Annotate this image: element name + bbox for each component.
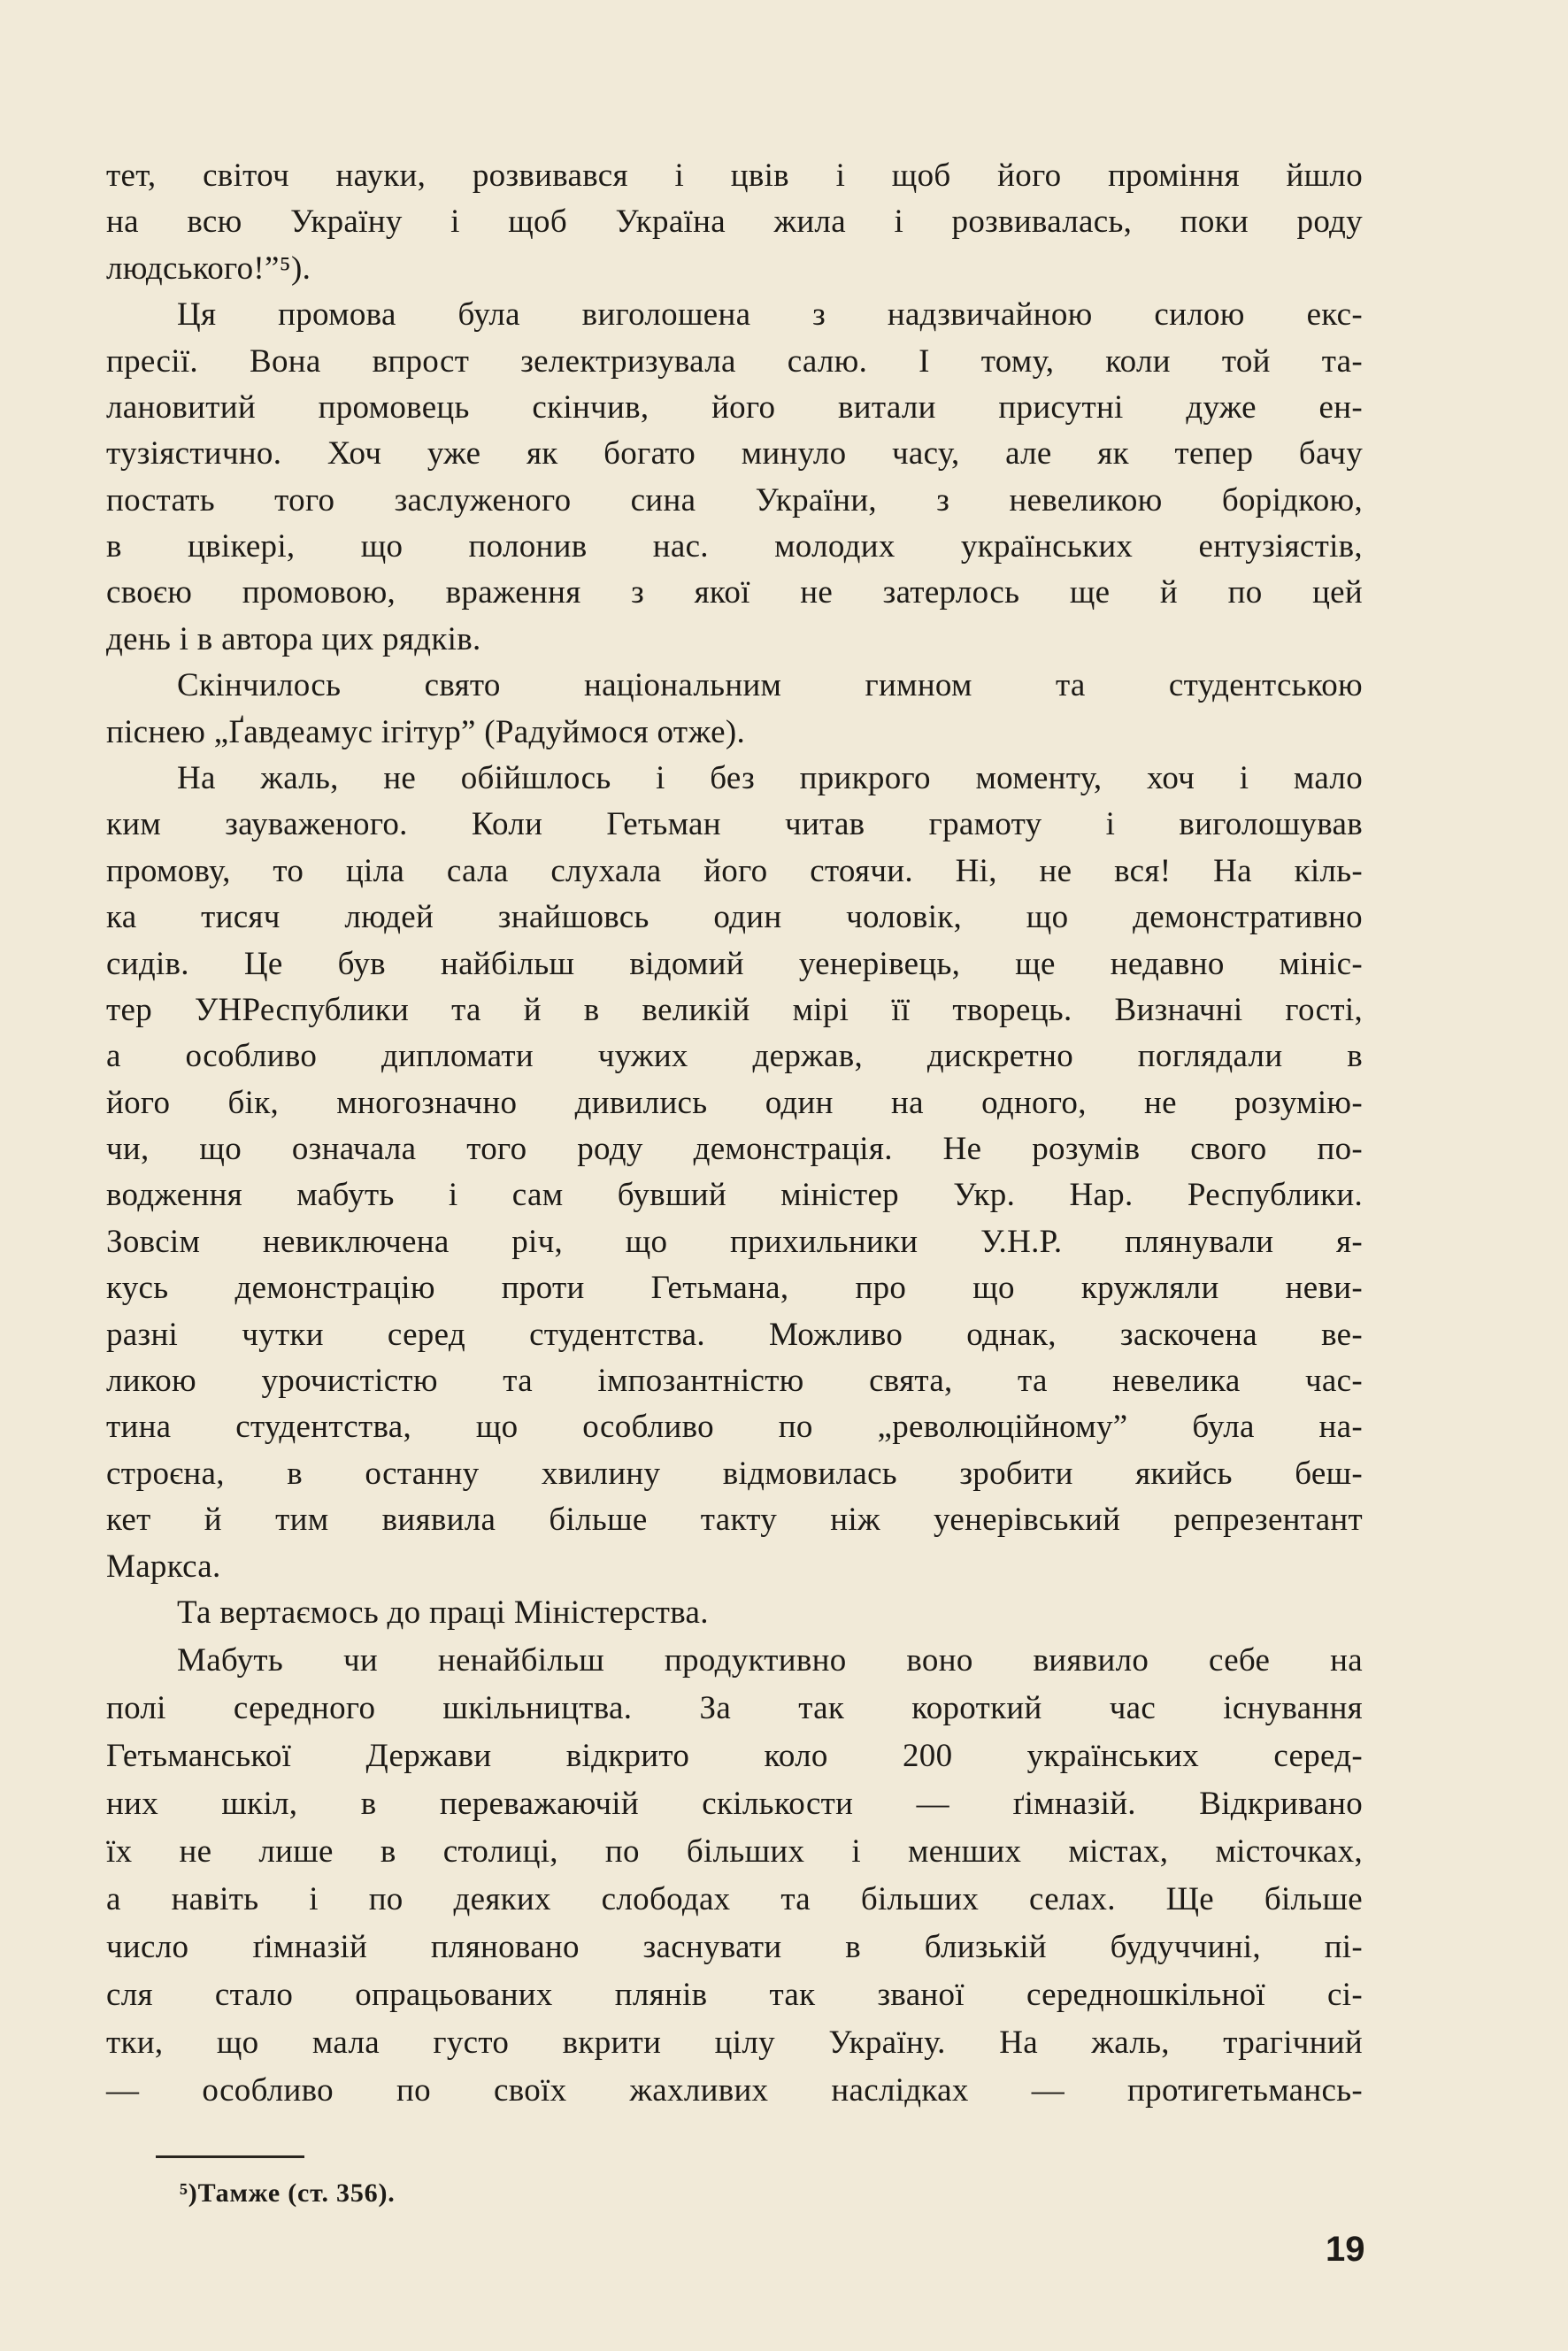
- text-line: в цвікері, що полонив нас. молодих українських ентузіястів,: [106, 528, 1363, 565]
- text-line: чи, що означала того роду демонстрація. Не розумів свого по-: [106, 1131, 1363, 1167]
- text-line: кусь демонстрацію проти Гетьмана, про що кружляли неви-: [106, 1270, 1363, 1306]
- text-line: пресії. Вона впрост зелектризувала салю. І тому, коли той та-: [106, 343, 1363, 380]
- text-line: число ґімназій пляновано заснувати в близькій будуччині, пі-: [106, 1929, 1363, 1965]
- text-line: ликою урочистістю та імпозантністю свята, та невелика час-: [106, 1363, 1363, 1399]
- text-line: них шкіл, в переважаючій скількости — ґімназій. Відкривано: [106, 1786, 1363, 1822]
- text-line: строєна, в останну хвилину відмовилась зробити якийсь беш-: [106, 1456, 1363, 1492]
- text-line: промову, то ціла сала слухала його стоячи. Ні, не вся! На кіль-: [106, 853, 1363, 889]
- text-line: Маркса.: [106, 1548, 221, 1585]
- text-line: На жаль, не обійшлось і без прикрого моменту, хоч і мало: [177, 760, 1363, 796]
- text-line: полі середного шкільництва. За так короткий час існування: [106, 1690, 1363, 1726]
- text-line: людського!”⁵).: [106, 250, 311, 287]
- text-line: разні чутки серед студентства. Можливо однак, заскочена ве-: [106, 1317, 1363, 1353]
- text-line: а навіть і по деяких слободах та більших селах. Ще більше: [106, 1881, 1363, 1917]
- text-line: тузіястично. Хоч уже як богато минуло часу, але як тепер бачу: [106, 435, 1363, 472]
- text-line: ка тисяч людей знайшовсь один чоловік, що демонстративно: [106, 899, 1363, 935]
- text-line: тина студентства, що особливо по „революційному” була на-: [106, 1409, 1363, 1445]
- text-line: лановитий промовець скінчив, його витали присутні дуже ен-: [106, 389, 1363, 426]
- text-line: його бік, многозначно дивились один на одного, не розумію-: [106, 1085, 1363, 1121]
- text-line: на всю Україну і щоб Україна жила і розвивалась, поки роду: [106, 204, 1363, 240]
- text-line: сля стало опрацьованих плянів так званої середношкільної сі-: [106, 1977, 1363, 2013]
- text-line: водження мабуть і сам бувший міністер Укр. Нар. Республики.: [106, 1177, 1363, 1213]
- text-line: Скінчилось свято національним гимном та студентською: [177, 667, 1363, 703]
- text-line: своєю промовою, враження з якої не затерлось ще й по цей: [106, 574, 1363, 611]
- text-line: Гетьманської Держави відкрито коло 200 українських серед-: [106, 1738, 1363, 1774]
- text-line: Мабуть чи ненайбільш продуктивно воно виявило себе на: [177, 1642, 1363, 1679]
- page-number: 19: [1326, 2230, 1365, 2269]
- text-line: день і в автора цих рядків.: [106, 621, 481, 657]
- text-line: Ця промова була виголошена з надзвичайною силою екс-: [177, 296, 1363, 333]
- text-line: піснею „Ґавдеамус ігітур” (Радуймося отже).: [106, 714, 746, 750]
- text-line: тки, що мала густо вкрити цілу Україну. На жаль, трагічний: [106, 2024, 1363, 2061]
- text-line: сидів. Це був найбільш відомий уенерівець, ще недавно мініс-: [106, 946, 1363, 982]
- footnote: ⁵)Тамже (ст. 356).: [180, 2178, 396, 2208]
- footnote-divider: [156, 2155, 304, 2158]
- text-line: Та вертаємось до праці Міністерства.: [177, 1594, 709, 1631]
- text-line: кет й тим виявила більше такту ніж уенерівський репрезентант: [106, 1502, 1363, 1538]
- text-line: тер УНРеспублики та й в великій мірі її творець. Визначні гості,: [106, 992, 1363, 1028]
- text-line: Зовсім невиключена річ, що прихильники У.Н.Р. плянували я-: [106, 1224, 1363, 1260]
- text-line: ким зауваженого. Коли Гетьман читав грамоту і виголошував: [106, 806, 1363, 842]
- text-line: тет, світоч науки, розвивався і цвів і щоб його проміння йшло: [106, 158, 1363, 194]
- text-line: а особливо дипломати чужих держав, дискретно поглядали в: [106, 1038, 1363, 1074]
- text-line: їх не лише в столиці, по більших і менших містах, місточках,: [106, 1833, 1363, 1870]
- text-line: постать того заслуженого сина України, з невеликою борідкою,: [106, 482, 1363, 519]
- text-line: — особливо по своїх жахливих наслідках — протигетьмансь-: [106, 2072, 1363, 2109]
